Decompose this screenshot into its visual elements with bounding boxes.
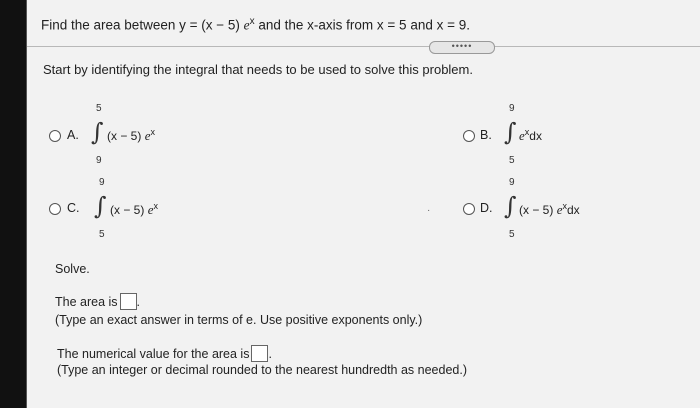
option-b-expression: $e^xdx$ xyxy=(519,127,542,143)
option-a-expression: (x − 5) $e^x$ xyxy=(107,127,155,143)
option-d-expression: (x − 5) $e^xdx$ xyxy=(519,201,580,217)
option-a-integral-sign: ∫ xyxy=(91,118,104,146)
option-b-integral-sign: ∫ xyxy=(504,118,517,146)
separator-dot: · xyxy=(427,205,431,216)
option-b-lower-limit: 5 xyxy=(509,155,515,166)
option-b-letter[interactable]: B. xyxy=(480,128,492,142)
option-d-upper-limit: 9 xyxy=(509,177,515,188)
numerical-line: The numerical value for the area is . xyxy=(57,347,272,361)
option-a-radio[interactable] xyxy=(49,130,61,142)
option-c-lower-limit: 5 xyxy=(99,229,105,240)
option-a-letter[interactable]: A. xyxy=(67,128,79,142)
area-hint: (Type an exact answer in terms of e. Use positive exponents only.) xyxy=(55,313,423,327)
divider xyxy=(27,46,700,47)
option-d-radio[interactable] xyxy=(463,203,475,215)
area-line: The area is . xyxy=(55,295,141,309)
option-d-lower-limit: 5 xyxy=(509,229,515,240)
solve-heading: Solve. xyxy=(55,262,90,276)
area-answer-input[interactable] xyxy=(120,293,137,310)
instruction-text: Start by identifying the integral that needs to be used to solve this problem. xyxy=(43,62,473,77)
option-c-upper-limit: 9 xyxy=(99,177,105,188)
numerical-answer-input[interactable] xyxy=(251,345,268,362)
option-b-radio[interactable] xyxy=(463,130,475,142)
option-b-upper-limit: 9 xyxy=(509,103,515,114)
option-d-letter[interactable]: D. xyxy=(480,201,493,215)
expand-toggle[interactable]: ••••• xyxy=(429,41,495,54)
option-a-lower-limit: 9 xyxy=(96,155,102,166)
question-panel xyxy=(26,0,700,408)
option-c-integral-sign: ∫ xyxy=(94,192,107,220)
option-c-letter[interactable]: C. xyxy=(67,201,80,215)
numerical-hint: (Type an integer or decimal rounded to the nearest hundredth as needed.) xyxy=(57,363,467,377)
question-text: Find the area between y = (x − 5) $e^x$ and the x-axis from x = 5 and x = 9. xyxy=(41,16,470,33)
option-d-integral-sign: ∫ xyxy=(504,192,517,220)
option-a-upper-limit: 5 xyxy=(96,103,102,114)
option-c-expression: (x − 5) $e^x$ xyxy=(110,201,158,217)
option-c-radio[interactable] xyxy=(49,203,61,215)
